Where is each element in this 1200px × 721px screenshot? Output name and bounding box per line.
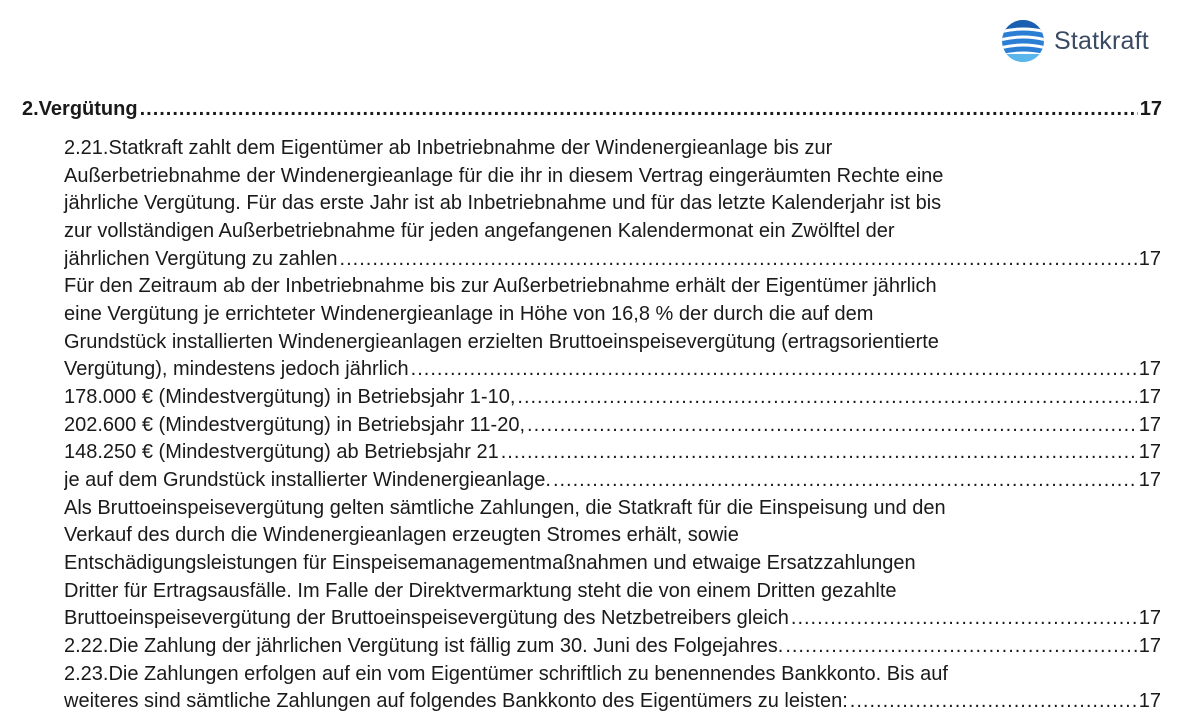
paragraph-line: 2.23.Die Zahlungen erfolgen auf ein vom Eigentümer schriftlich zu benennendes Bankkonto. Bis auf (64, 663, 948, 685)
toc-entry-text: Vergütung), mindestens jedoch jährlich (64, 358, 409, 380)
page-number: 17 (1138, 635, 1161, 657)
page-number: 17 (1138, 358, 1161, 380)
page-number: 17 (1139, 98, 1162, 120)
toc-entry[interactable] (64, 606, 1161, 630)
toc-heading-verguetung[interactable] (22, 95, 1162, 123)
toc-entry[interactable] (64, 385, 1161, 409)
toc-entry-text: 2.22.Die Zahlung der jährlichen Vergütung ist fällig zum 30. Juni des Folgejahres. (64, 635, 784, 657)
dot-leader (140, 95, 1138, 123)
toc-entry[interactable] (64, 440, 1161, 464)
page-number: 17 (1138, 386, 1161, 408)
toc-entry[interactable] (64, 357, 1161, 381)
dot-leader (501, 440, 1137, 464)
toc-entry-text: 178.000 € (Mindestvergütung) in Betriebsjahr 1-10, (64, 386, 516, 408)
paragraph-line: Entschädigungsleistungen für Einspeisemanagementmaßnahmen und etwaige Ersatzzahlungen (64, 552, 916, 574)
dot-leader (553, 468, 1137, 492)
toc-entry-text: 202.600 € (Mindestvergütung) in Betriebsjahr 11-20, (64, 414, 526, 436)
dot-leader (517, 385, 1136, 409)
dot-leader (791, 606, 1137, 630)
paragraph-line: Außerbetriebnahme der Windenergieanlage für die ihr in diesem Vertrag eingeräumten Rechte eine (64, 165, 944, 187)
toc-entry-text: Bruttoeinspeisevergütung der Bruttoeinspeisevergütung des Netzbetreibers gleich (64, 607, 789, 629)
toc-entry[interactable] (64, 247, 1161, 271)
toc-entry-text: weiteres sind sämtliche Zahlungen auf folgendes Bankkonto des Eigentümers zu leisten: (64, 690, 848, 712)
page-number: 17 (1138, 607, 1161, 629)
paragraph-line: Dritter für Ertragsausfälle. Im Falle der Direktvermarktung steht die von einem Dritten gezahlte (64, 580, 897, 602)
toc-entry-text: 148.250 € (Mindestvergütung) ab Betriebsjahr 21 (64, 441, 499, 463)
toc-entry-text: jährlichen Vergütung zu zahlen (64, 248, 338, 270)
logo-text: Statkraft (1054, 26, 1149, 55)
paragraph-line: Verkauf des durch die Windenergieanlagen erzeugten Stromes erhält, sowie (64, 524, 739, 546)
dot-leader (850, 689, 1137, 713)
page-number: 17 (1138, 441, 1161, 463)
paragraph-line: jährliche Vergütung. Für das erste Jahr ist ab Inbetriebnahme und für das letzte Kalenderjahr ist bis (64, 192, 942, 214)
statkraft-logo (1000, 18, 1149, 64)
statkraft-globe-icon (1000, 18, 1046, 64)
dot-leader (411, 357, 1137, 381)
toc-entry[interactable] (64, 413, 1161, 437)
dot-leader (340, 247, 1137, 271)
dot-leader (785, 634, 1136, 658)
paragraph-line: eine Vergütung je errichteter Windenergieanlage in Höhe von 16,8 % der durch die auf dem (64, 303, 874, 325)
page-number: 17 (1138, 248, 1161, 270)
paragraph-line: 2.21.Statkraft zahlt dem Eigentümer ab Inbetriebnahme der Windenergieanlage bis zur (64, 137, 833, 159)
page-number: 17 (1138, 469, 1161, 491)
paragraph-line: zur vollständigen Außerbetriebnahme für jeden angefangenen Kalendermonat ein Zwölftel der (64, 220, 895, 242)
paragraph-line: Als Bruttoeinspeisevergütung gelten sämtliche Zahlungen, die Statkraft für die Einspeisung und den (64, 497, 946, 519)
toc-entry[interactable] (64, 689, 1161, 713)
dot-leader (527, 413, 1137, 437)
paragraph-line: Für den Zeitraum ab der Inbetriebnahme bis zur Außerbetriebnahme erhält der Eigentümer jährlich (64, 275, 937, 297)
paragraph-line: Grundstück installierten Windenergieanlagen erzielten Bruttoeinspeisevergütung (ertragsorientierte (64, 331, 939, 353)
page-number: 17 (1138, 690, 1161, 712)
toc-entry[interactable] (64, 634, 1161, 658)
heading-title: 2.Vergütung (22, 98, 138, 120)
toc-entry-text: je auf dem Grundstück installierter Windenergieanlage. (64, 469, 551, 491)
page-number: 17 (1138, 414, 1161, 436)
toc-entry[interactable] (64, 468, 1161, 492)
